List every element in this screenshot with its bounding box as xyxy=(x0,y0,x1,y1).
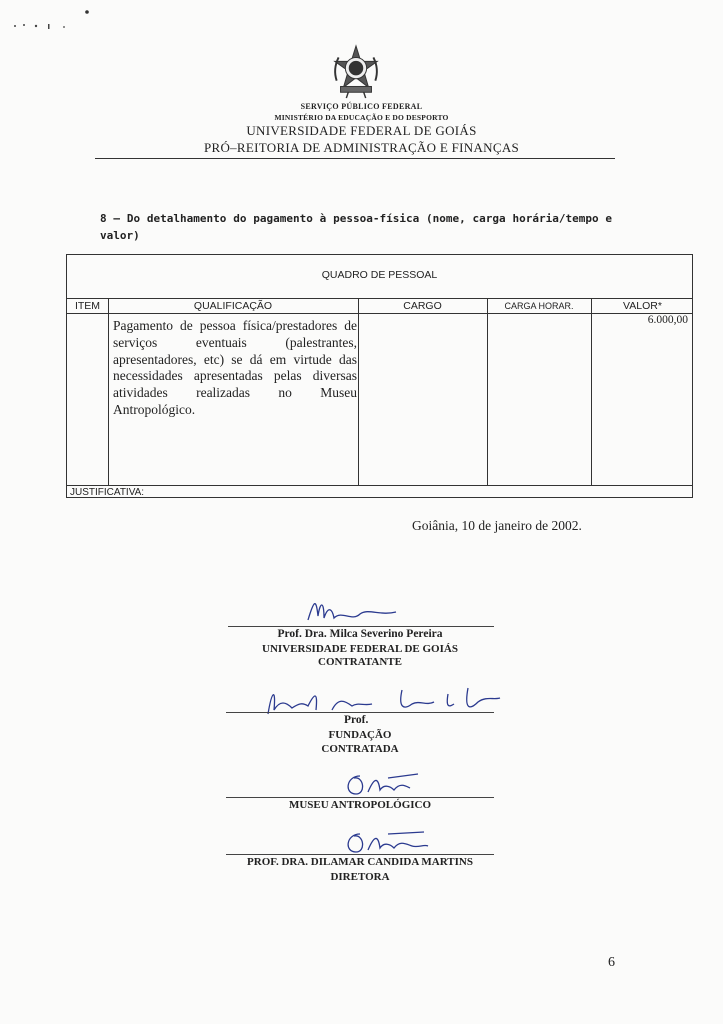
signatory-3-org: MUSEU ANTROPOLÓGICO xyxy=(288,799,432,811)
place-date: Goiânia, 10 de janeiro de 2002. xyxy=(412,518,582,533)
header-pro-rectory: PRÓ–REITORIA DE ADMINISTRAÇÃO E FINANÇAS xyxy=(203,140,520,155)
signatory-2-org: FUNDAÇÃO xyxy=(328,729,392,741)
signatory-2-name: Prof. xyxy=(344,714,369,726)
signatory-4-role: DIRETORA xyxy=(330,871,390,883)
column-divider xyxy=(487,298,488,485)
table-divider xyxy=(67,485,692,486)
handwritten-signature xyxy=(338,768,428,800)
table-title: QUADRO DE PESSOAL xyxy=(321,269,438,281)
justificativa-label: JUSTIFICATIVA: xyxy=(70,487,145,498)
page-number: 6 xyxy=(608,955,615,970)
valor-cell: 6.000,00 xyxy=(647,314,688,326)
handwritten-signature xyxy=(300,596,400,626)
signature-line xyxy=(228,626,494,627)
column-divider xyxy=(108,298,109,485)
signatory-4-name: PROF. DRA. DILAMAR CANDIDA MARTINS xyxy=(247,856,473,868)
column-divider xyxy=(591,298,592,485)
signatory-1-role: CONTRATANTE xyxy=(318,656,402,668)
signature-line xyxy=(226,854,494,855)
column-divider xyxy=(358,298,359,485)
section-heading: 8 – Do detalhamento do pagamento à pessoa-física (nome, carga horária/tempo e valor) xyxy=(100,212,612,242)
header-ministry: MINISTÉRIO DA EDUCAÇÃO E DO DESPORTO xyxy=(274,113,449,122)
table-divider xyxy=(67,313,692,314)
header-university: UNIVERSIDADE FEDERAL DE GOIÁS xyxy=(246,123,477,138)
handwritten-signature xyxy=(262,680,502,720)
table-divider xyxy=(67,298,692,299)
signature-line xyxy=(226,712,494,713)
signatory-1-org: UNIVERSIDADE FEDERAL DE GOIÁS xyxy=(262,643,458,655)
staff-table xyxy=(66,254,693,498)
signatory-1-name: Prof. Dra. Milca Severino Pereira xyxy=(277,628,443,640)
signatory-2-role: CONTRATADA xyxy=(321,743,399,755)
coat-of-arms-emblem xyxy=(327,42,385,100)
signature-line xyxy=(226,797,494,798)
header-divider xyxy=(95,158,615,159)
header-service: SERVIÇO PÚBLICO FEDERAL xyxy=(300,102,423,111)
column-header-qualificacao: QUALIFICAÇÃO xyxy=(193,300,273,312)
column-header-cargo: CARGO xyxy=(403,300,442,312)
column-header-carga-horaria: CARGA HORAR. xyxy=(504,301,574,311)
scan-specks xyxy=(12,8,102,38)
column-header-item: ITEM xyxy=(74,300,101,312)
qualificacao-cell: Pagamento de pessoa física/prestadores de serviços eventuais (palestrantes, apresentadores, etc) se dá em virtude das necessidades apresentadas pelas diversas atividades realizadas no Museu Antropológico. xyxy=(113,318,357,417)
column-header-valor: VALOR* xyxy=(623,300,662,312)
